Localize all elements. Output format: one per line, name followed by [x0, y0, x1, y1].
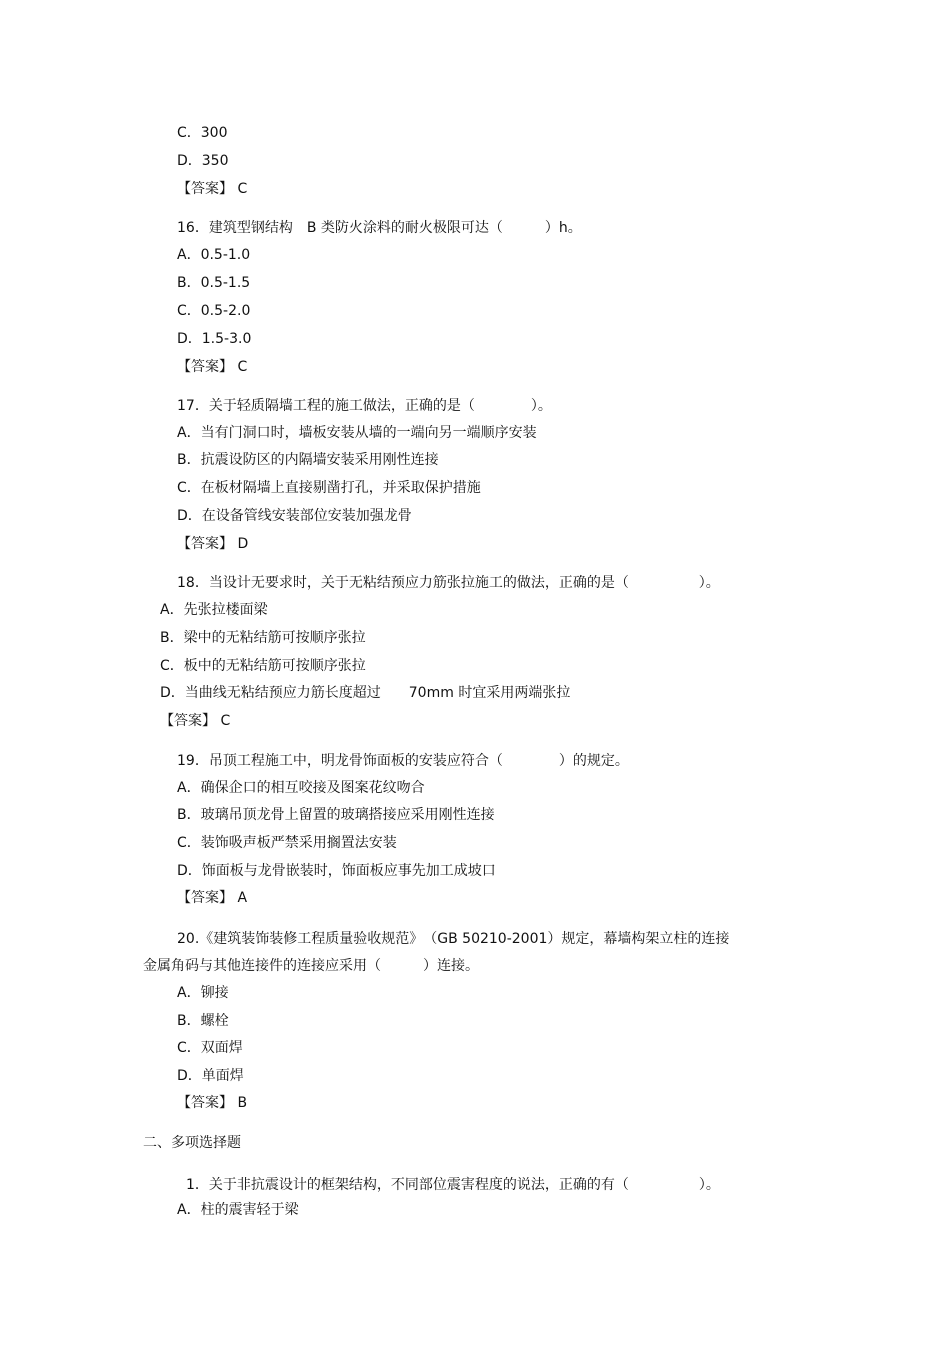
q20-option-a: A．铆接 [177, 985, 229, 1001]
q18-option-a: A．先张拉楼面梁 [160, 602, 268, 618]
s2-q1-question: 1．关于非抗震设计的框架结构，不同部位震害程度的说法，正确的有（ ）。 [186, 1177, 720, 1193]
q20-option-c: C．双面焊 [177, 1040, 243, 1056]
q17-option-d: D．在设备管线安装部位安装加强龙骨 [177, 508, 412, 524]
q17-question: 17．关于轻质隔墙工程的施工做法，正确的是（ ）。 [177, 398, 552, 414]
q18-option-d: D．当曲线无粘结预应力筋长度超过 70mm 时宜采用两端张拉 [160, 685, 571, 701]
q16-question: 16．建筑型钢结构 B 类防火涂料的耐火极限可达（ ）h。 [177, 220, 582, 236]
q19-option-c: C．装饰吸声板严禁采用搁置法安装 [177, 835, 397, 851]
q16-option-d: D．1.5-3.0 [177, 331, 252, 347]
q16-answer: 【答案】 C [177, 359, 248, 375]
q19-question: 19．吊顶工程施工中，明龙骨饰面板的安装应符合（ ）的规定。 [177, 753, 629, 769]
q15-answer: 【答案】 C [177, 181, 248, 197]
q20-question-line1: 20.《建筑装饰装修工程质量验收规范》 （GB 50210-2001）规定，幕墙构架立柱的连接 [177, 931, 730, 947]
q16-option-b: B．0.5-1.5 [177, 275, 251, 291]
q17-option-c: C．在板材隔墙上直接剔凿打孔，并采取保护措施 [177, 480, 481, 496]
q16-option-c: C．0.5-2.0 [177, 303, 251, 319]
q18-answer: 【答案】 C [160, 713, 231, 729]
q15-option-c: C．300 [177, 125, 228, 141]
q17-answer: 【答案】 D [177, 536, 249, 552]
q20-question-line2: 金属角码与其他连接件的连接应采用（ ）连接。 [143, 958, 479, 974]
q15-option-d: D．350 [177, 153, 229, 169]
q19-option-a: A．确保企口的相互咬接及图案花纹吻合 [177, 780, 425, 796]
q17-option-b: B．抗震设防区的内隔墙安装采用刚性连接 [177, 452, 439, 468]
q20-option-b: B．螺栓 [177, 1013, 229, 1029]
q19-option-b: B．玻璃吊顶龙骨上留置的玻璃搭接应采用刚性连接 [177, 807, 495, 823]
q17-option-a: A．当有门洞口时，墙板安装从墙的一端向另一端顺序安装 [177, 425, 537, 441]
q20-option-d: D．单面焊 [177, 1068, 244, 1084]
q20-answer: 【答案】 B [177, 1095, 248, 1111]
section-heading-multiple-choice: 二、多项选择题 [143, 1135, 241, 1151]
q19-answer: 【答案】 A [177, 890, 248, 906]
q18-option-c: C．板中的无粘结筋可按顺序张拉 [160, 658, 366, 674]
q18-question: 18．当设计无要求时，关于无粘结预应力筋张拉施工的做法，正确的是（ ）。 [177, 575, 720, 591]
s2-q1-option-a: A．柱的震害轻于梁 [177, 1202, 299, 1218]
q16-option-a: A．0.5-1.0 [177, 247, 251, 263]
q18-option-b: B．梁中的无粘结筋可按顺序张拉 [160, 630, 366, 646]
q19-option-d: D．饰面板与龙骨嵌装时，饰面板应事先加工成坡口 [177, 863, 496, 879]
